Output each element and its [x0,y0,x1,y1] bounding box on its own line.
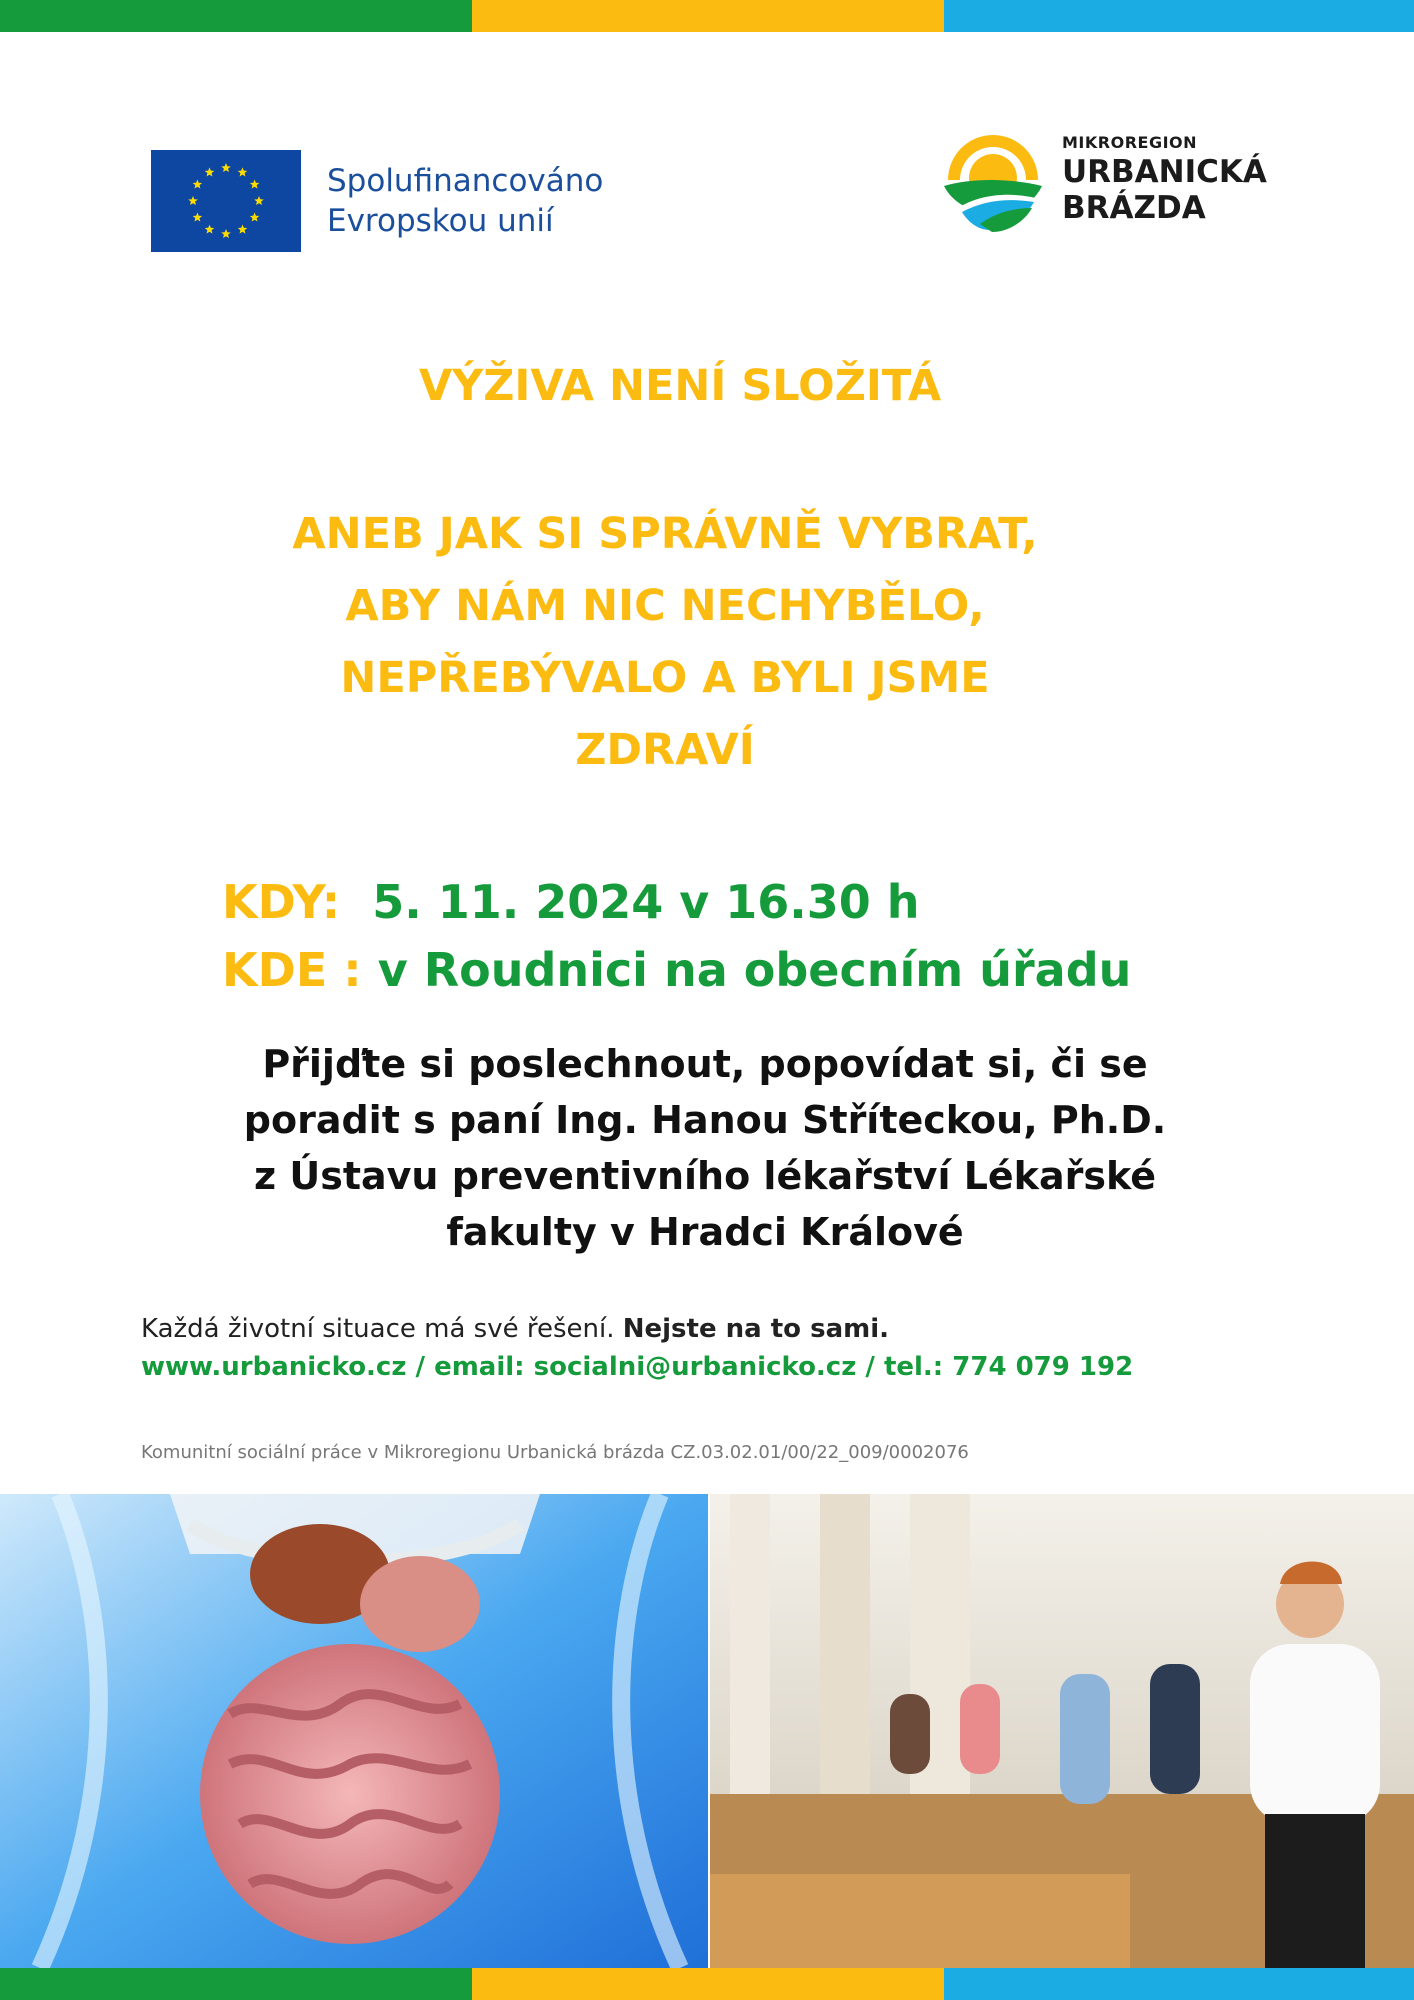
event-details [222,868,1131,1004]
eu-logo-text [327,161,603,241]
bottom-photos [0,1494,1414,1968]
when-value: 5. 11. 2024 v 16.30 h [372,875,920,929]
mikroregion-logo [940,128,1280,238]
where-label: KDE : [222,943,362,997]
eu-star-icon [205,167,215,176]
contact-info-line[interactable]: www.urbanicko.cz / email: socialni@urbanicko.cz / tel.: 774 079 192 [141,1352,1134,1382]
stripe-green [0,0,472,32]
invitation-line: z Ústavu preventivního lékařství Lékařské [254,1154,1156,1198]
region-logo-line2: BRÁZDA [1062,190,1206,226]
region-logo-text [1062,132,1267,226]
project-note: Komunitní sociální práce v Mikroregionu Urbanická brázda CZ.03.02.01/00/22_009/0002076 [141,1442,969,1463]
eu-star-icon [188,196,198,205]
invitation-line: poradit s paní Ing. Hanou Stříteckou, Ph.D. [243,1098,1167,1142]
stripe-blue [944,0,1414,32]
eu-star-icon [221,229,231,238]
subtitle-line: ABY NÁM NIC NECHYBĚLO, [345,581,985,631]
where-value: v Roudnici na obecním úřadu [377,943,1132,997]
event-when [222,868,1131,936]
stripe-yellow [472,1968,944,2000]
eu-logo-line1: Spolufinancováno [327,163,604,199]
invitation-line: Přijďte si poslechnout, popovídat si, či se [262,1042,1148,1086]
stripe-yellow [472,0,944,32]
eu-star-icon [193,180,203,189]
subtitle-line: ZDRAVÍ [575,725,755,775]
invitation-line: fakulty v Hradci Králové [446,1210,964,1254]
contact-tagline: Každá životní situace má své řešení. [141,1314,615,1344]
eu-star-icon [205,225,215,234]
subtitle-line: NEPŘEBÝVALO A BYLI JSME [340,653,990,703]
eu-star-icon [250,180,260,189]
region-logo-small: MIKROREGION [1062,133,1198,152]
stripe-blue [944,1968,1414,2000]
stripe-green [0,1968,472,2000]
eu-star-icon [250,213,260,222]
eu-cofinanced-logo [151,150,621,252]
region-emblem-icon [940,128,1046,234]
contact-tagline-bold: Nejste na to sami. [622,1314,889,1344]
event-title: VÝŽIVA NENÍ SLOŽITÁ [418,361,942,411]
contact-block [141,1310,1133,1386]
eu-star-icon [254,196,264,205]
eu-star-icon [221,163,231,172]
subtitle-line: ANEB JAK SI SPRÁVNĚ VYBRAT, [292,509,1038,559]
eu-star-icon [238,225,248,234]
bottom-color-stripe [0,1968,1414,2000]
digestive-system-image [0,1494,708,1968]
event-where [222,936,1131,1004]
library-people-image [710,1494,1414,1968]
when-label: KDY: [222,875,341,929]
invitation-text [150,1036,1260,1260]
eu-logo-line2: Evropskou unií [327,203,554,239]
eu-flag-icon [151,150,301,252]
event-subtitle [160,498,1170,786]
contact-tagline-row [141,1310,1133,1348]
eu-star-icon [238,167,248,176]
eu-star-icon [193,213,203,222]
region-logo-line1: URBANICKÁ [1062,154,1267,190]
top-color-stripe [0,0,1414,32]
